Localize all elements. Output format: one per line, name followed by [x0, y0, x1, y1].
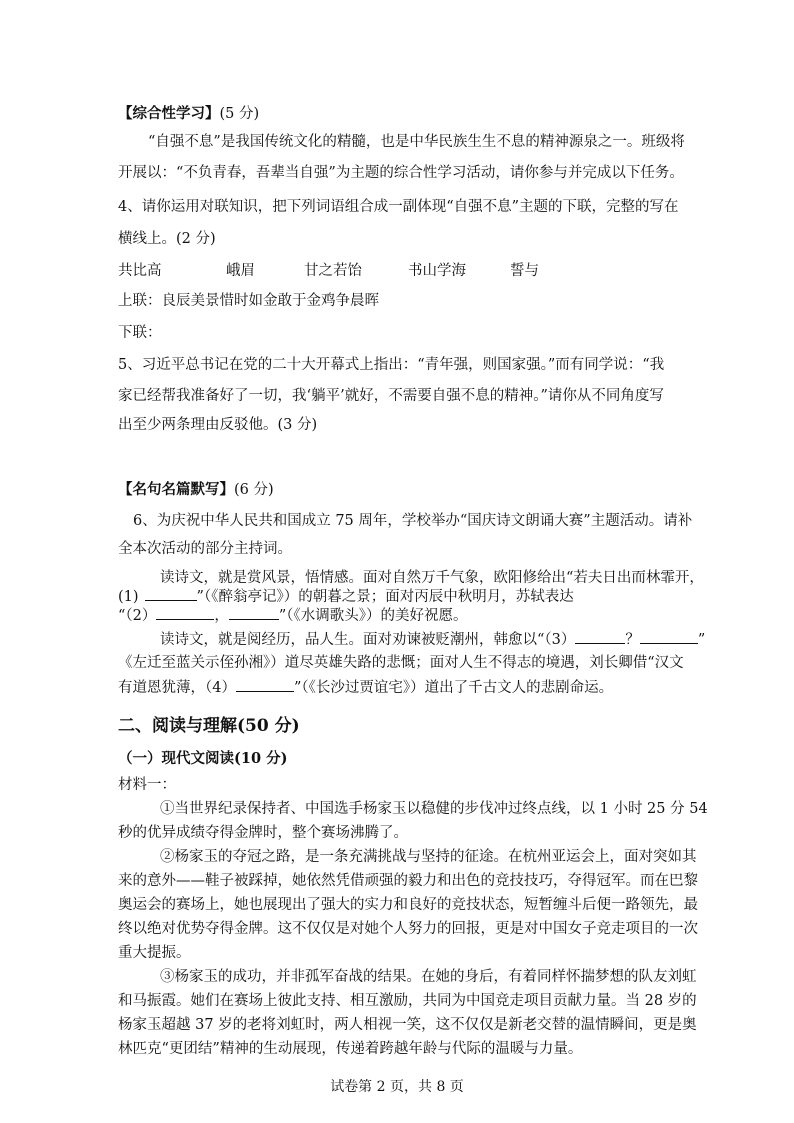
question-6: 6、为庆祝中华人民共和国成立 75 周年，学校举办“国庆诗文朗诵大赛”主题活动。请补 — [133, 513, 693, 529]
host-text: 读诗文，就是阅经历，品人生。面对劝谏被贬潮州，韩愈以“（3） — [160, 632, 576, 648]
answer-blank-3a[interactable] — [575, 629, 625, 644]
intro-line: 开展以：“不负青春，吾辈当自强”为主题的综合性学习活动，请你参与并完成以下任务。 — [118, 165, 684, 181]
question-6-cont: 全本次活动的部分主持词。 — [118, 541, 292, 557]
section-title: 【名句名篇默写】 — [118, 481, 234, 498]
page-footer: 试卷第 2 页，共 8 页 — [330, 1079, 464, 1095]
word-item: 甘之若饴 — [304, 263, 362, 279]
blank-number: (1) — [118, 589, 139, 605]
host-text-line — [118, 586, 574, 607]
article-line: 终以绝对优势夺得金牌。这不仅仅是对她个人努力的回报，更是对中国女子竞走项目的一次 — [118, 921, 698, 937]
section-score: (5 分) — [219, 106, 260, 122]
blank-number: “（2） — [118, 608, 157, 624]
article-line: 奥运会的赛场上，她也展现出了强大的实力和良好的竞技状态，短暂缠斗后便一路领先，最 — [118, 897, 698, 913]
article-line: 和马振霞。她们在赛场上彼此支持、相互激励，共同为中国竞走项目贡献力量。当 28 岁的 — [118, 993, 697, 1009]
question-5-cont: 出至少两条理由反驳他。(3 分) — [118, 417, 318, 433]
article-line: ③杨家玉的成功，并非孤军奋战的结果。在她的身后，有着同样怀揣梦想的队友刘虹 — [160, 969, 697, 985]
host-text: ”（《水调歌头》）的美好祝愿。 — [278, 608, 468, 624]
answer-blank-1[interactable] — [145, 586, 197, 601]
question-4-cont: 横线上。(2 分) — [118, 231, 216, 247]
section-heading-dictation — [118, 480, 274, 500]
answer-blank-2a[interactable] — [156, 605, 214, 620]
host-text-line — [118, 605, 468, 626]
article-line: 林匹克“更团结”精神的生动展现，传递着跨越年龄与代际的温暖与力量。 — [118, 1041, 583, 1057]
answer-blank-3b[interactable] — [640, 629, 698, 644]
article-line: ①当世界纪录保持者、中国选手杨家玉以稳健的步伐冲过终点线，以 1 小时 25 分 54 — [160, 801, 708, 817]
section-heading-comprehensive — [118, 104, 259, 124]
article-line: 重大提振。 — [118, 945, 191, 961]
host-text: ” — [697, 632, 706, 648]
part-title: 二、阅读与理解(50 分) — [118, 716, 300, 736]
question-5: 5、习近平总书记在党的二十大开幕式上指出：“青年强，则国家强。”而有同学说：“我 — [118, 357, 665, 373]
article-line: ②杨家玉的夺冠之路，是一条充满挑战与坚持的征途。在杭州亚运会上，面对突如其 — [160, 849, 697, 865]
question-4: 4、请你运用对联知识，把下列词语组合成一副体现“自强不息”主题的下联，完整的写在 — [118, 199, 679, 215]
question-5-cont: 家已经帮我准备好了一切，我‘躺平’就好，不需要自强不息的精神。”请你从不同角度写 — [118, 388, 664, 404]
section-title: 【综合性学习】 — [118, 105, 220, 122]
host-text: 有道恩犹薄，（4） — [118, 680, 236, 696]
answer-blank-2b[interactable] — [229, 605, 279, 620]
article-line: 来的意外——鞋子被踩掉，她依然凭借顽强的毅力和出色的竞技技巧，夺得冠军。而在巴黎 — [118, 873, 698, 889]
subsection-title: （一）现代文阅读(10 分) — [118, 750, 288, 767]
host-text: ”（《长沙过贾谊宅》）道出了千古文人的悲剧命运。 — [293, 680, 614, 696]
host-text: ， — [214, 608, 229, 624]
host-text-line: 《左迁至蓝关示侄孙湘》）道尽英雄失路的悲慨；面对人生不得志的境遇，刘长卿借“汉文 — [118, 655, 684, 671]
word-item: 共比高 — [118, 263, 162, 279]
intro-line: “自强不息”是我国传统文化的精髓，也是中华民族生生不息的精神源泉之一。班级将 — [148, 134, 685, 150]
host-text: ”（《醉翁亭记》）的朝暮之景；面对丙辰中秋明月，苏轼表达 — [196, 589, 574, 605]
lower-couplet: 下联： — [118, 325, 162, 341]
upper-couplet: 上联：良辰美景惜时如金敢于金鸡争晨晖 — [118, 293, 379, 309]
host-text: ？ — [625, 632, 640, 648]
word-item: 誓与 — [510, 263, 539, 279]
host-text-line: 读诗文，就是赏风景，悟情感。面对自然万千气象，欧阳修给出“若夫日出而林霏开， — [160, 570, 704, 586]
article-line: 杨家玉超越 37 岁的老将刘虹时，两人相视一笑，这不仅仅是新老交替的温情瞬间，更是奥 — [118, 1017, 697, 1033]
word-item: 书山学海 — [408, 263, 466, 279]
section-score: (6 分) — [234, 482, 274, 498]
word-item: 峨眉 — [226, 263, 255, 279]
answer-blank-4[interactable] — [236, 677, 294, 692]
host-text-line — [160, 629, 705, 650]
material-label: 材料一： — [118, 777, 176, 793]
article-line: 秒的优异成绩夺得金牌时，整个赛场沸腾了。 — [118, 825, 408, 841]
host-text-line — [118, 677, 613, 698]
